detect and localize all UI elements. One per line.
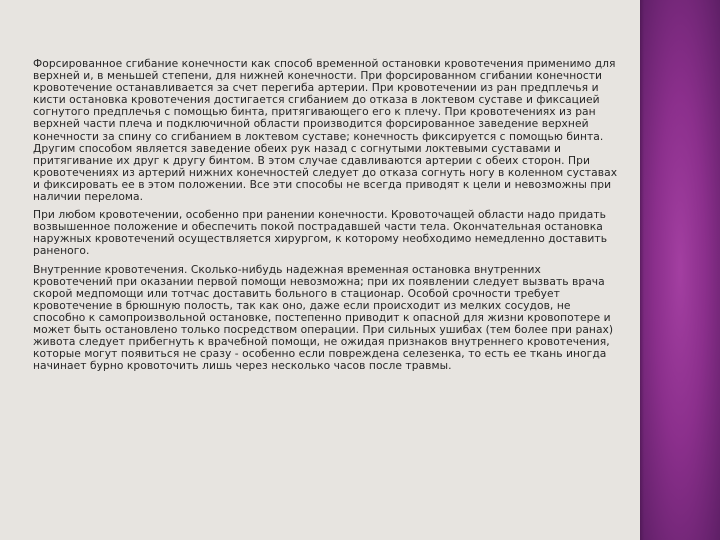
paragraph-forced-flexion: Форсированное сгибание конечности как способ временной остановки кровотечения применимо для верхней и, в меньшей степени, для нижней конечности. При форсированном сгибании конечности кровотечение останавливается за счет перегиба артерии. При кровотечении из ран предплечья и кисти остановка кровотечения достигается сгибанием до отказа в локтевом суставе и фиксацией согнутого предплечья с помощью бинта, притягивающего его к плечу. При кровотечениях из ран верхней части плеча и подключичной области производится форсированное заведение верхней конечности за спину со сгибанием в локтевом суставе; конечность фиксируется с помощью бинта. Другим способом является заведение обеих рук назад с согнутыми локтевыми суставами и притягивание их друг к другу бинтом. В этом случае сдавливаются артерии с обеих сторон. При кровотечениях из артерий нижних конечностей следует до отказа согнуть ногу в коленном суставах и фиксировать ее в этом положении. Все эти способы не всегда приводят к цели и невозможны при наличии перелома. <box>33 57 618 204</box>
body-text <box>33 58 623 378</box>
paragraph-internal-bleeding: Внутренние кровотечения. Сколько-нибудь надежная временная остановка внутренних кровотечений при оказании первой помощи невозможна; при их появлении следует вызвать врача скорой медпомощи или тотчас доставить больного в стационар. Особой срочности требует кровотечение в брюшную полость, так как оно, даже если происходит из мелких сосудов, не способно к самопроизвольной остановке, постепенно приводит к опасной для жизни кровопотере и может быть остановлено только посредством операции. При сильных ушибах (тем более при ранах) живота следует прибегнуть к врачебной помощи, не ожидая признаков внутреннего кровотечения, которые могут появиться не сразу - особенно если повреждена селезенка, то есть ее ткань иногда начинает бурно кровоточить лишь через несколько часов после травмы. <box>33 262 614 373</box>
side-band-shadow <box>640 0 644 540</box>
decorative-side-band <box>640 0 720 540</box>
paragraph-limb-elevation: При любом кровотечении, особенно при ранении конечности. Кровоточащей области надо придать возвышенное положение и обеспечить покой пострадавшей части тела. Окончательная остановка наружных кровотечений осуществляется хирургом, к которому необходимо немедленно доставить раненого. <box>33 208 608 258</box>
